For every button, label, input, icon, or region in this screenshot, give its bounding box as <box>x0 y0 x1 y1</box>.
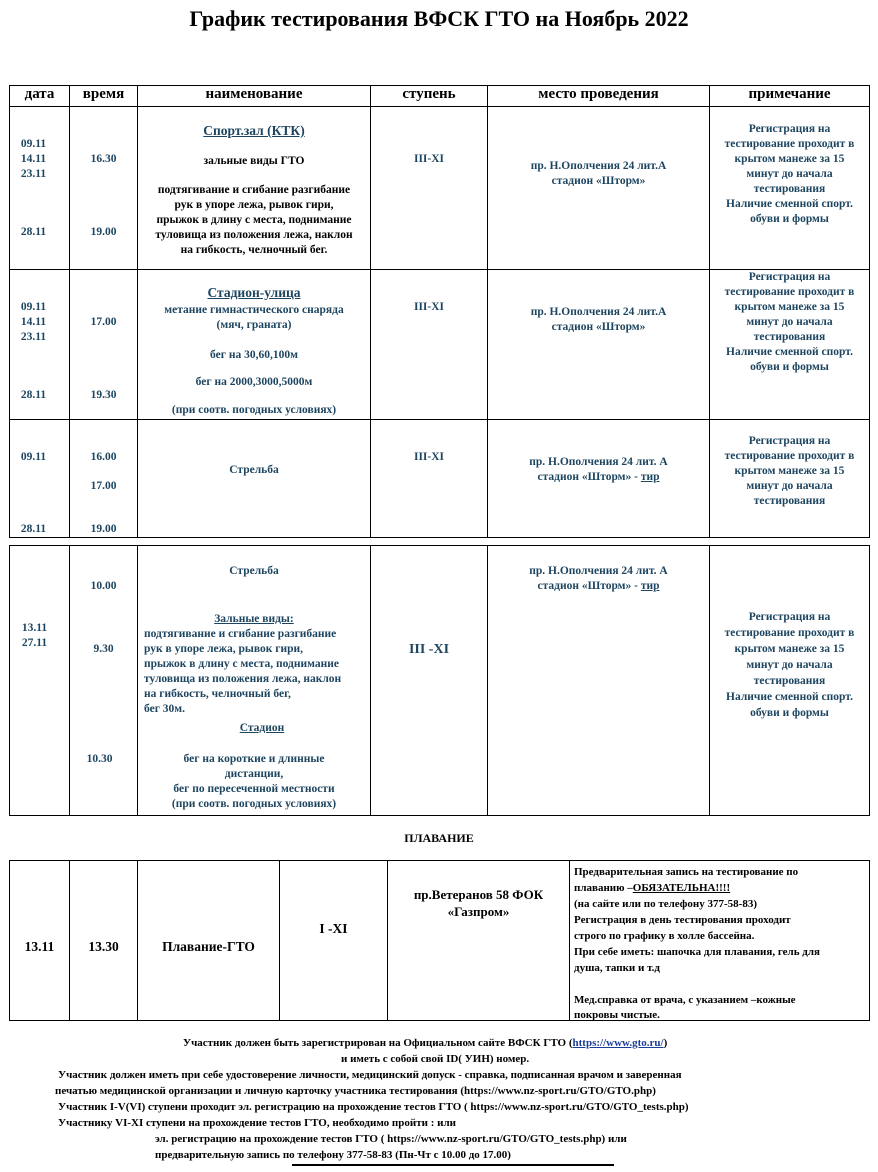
schedule-table-2 <box>9 545 870 816</box>
swim-note-line: Мед.справка от врача, с указанием –кожные <box>574 994 796 1006</box>
footer-text: ) <box>663 1037 668 1049</box>
footer-line-2: и иметь с собой свой ID( УИН) номер. <box>341 1053 530 1065</box>
row2-note-line: тестирование проходит в <box>724 286 855 298</box>
swim-heading: ПЛАВАНИЕ <box>404 831 474 845</box>
swim-place: пр.Ветеранов 58 ФОК <box>413 887 544 902</box>
row4-name2-line: на гибкость, челночный бег, <box>144 688 291 700</box>
row4-name3-line: (при соотв. погодных условиях) <box>171 798 337 810</box>
row4-name2-line: прыжок в длину с места, поднимание <box>144 658 339 670</box>
row3-time: 19.00 <box>90 523 117 535</box>
swim-note-line: При себе иметь: шапочка для плавания, гель для <box>574 946 820 958</box>
footer-line-6: Участнику VI-XI ступени на прохождение тестов ГТО, необходимо пройти : или <box>58 1117 456 1129</box>
row1-date: 14.11 <box>20 153 47 165</box>
row2-place: стадион «Шторм» <box>551 321 646 333</box>
row2-name-line: бег на 30,60,100м <box>210 349 298 361</box>
swim-name: Плавание-ГТО <box>162 939 255 954</box>
row2-name-line: (мяч, граната) <box>216 319 292 331</box>
row1-date-last: 28.11 <box>20 226 47 238</box>
row4-note-line: крытом манеже за 15 <box>734 643 845 655</box>
row1-level: III-XI <box>413 153 445 165</box>
row1-note-line: Регистрация на <box>748 123 831 135</box>
swim-note-required: ОБЯЗАТЕЛЬНА!!!! <box>632 882 731 894</box>
page-title: График тестирования ВФСК ГТО на Ноябрь 2022 <box>189 6 689 31</box>
row4-place: стадион «Шторм» - <box>537 580 638 592</box>
row1-note-line: тестирования <box>753 183 826 195</box>
row1-date: 23.11 <box>20 168 47 180</box>
row2-date-last: 28.11 <box>20 389 47 401</box>
table-row <box>10 270 870 420</box>
row2-level: III-XI <box>413 301 445 313</box>
swim-note-line: плаванию – <box>574 882 633 894</box>
row3-name: Стрельба <box>229 464 279 476</box>
footer-line-1 <box>183 1037 667 1049</box>
gto-link[interactable]: https://www.gto.ru/ <box>572 1037 664 1049</box>
header-note: примечание <box>710 86 870 107</box>
row2-time: 19.30 <box>90 389 117 401</box>
row3-place: стадион «Шторм» - <box>537 471 638 483</box>
swim-note-line: (на сайте или по телефону 377-58-83) <box>574 898 757 910</box>
row2-note-line: Регистрация на <box>748 271 831 283</box>
row2-name-line: метание гимнастического снаряда <box>164 304 344 316</box>
swim-note-line: Предварительная запись на тестирование по <box>574 866 799 878</box>
row1-name-line: рук в упоре лежа, рывок гири, <box>174 199 334 211</box>
row2-name-title: Стадион-улица <box>207 285 301 300</box>
row4-place-link[interactable]: тир <box>640 580 660 592</box>
row4-name2-line: рук в упоре лежа, рывок гири, <box>144 643 303 655</box>
row2-date: 23.11 <box>20 331 47 343</box>
header-level: ступень <box>371 86 488 107</box>
table-row <box>10 420 870 538</box>
footer-line-7: эл. регистрацию на прохождение тестов ГТО ( https://www.nz-sport.ru/GTO/GTO_tests.php) или <box>155 1133 627 1145</box>
swim-place: «Газпром» <box>447 904 510 919</box>
row1-name-sub: зальные виды ГТО <box>203 155 305 167</box>
swim-note-line: Регистрация в день тестирования проходит <box>574 914 791 926</box>
row2-place: пр. Н.Ополчения 24 лит.А <box>530 306 667 318</box>
row3-time: 16.00 <box>90 451 117 463</box>
row4-name3-line: бег по пересеченной местности <box>173 783 335 795</box>
header-time: время <box>70 86 138 107</box>
row2-note-line: Наличие сменной спорт. <box>726 346 853 358</box>
header-place: место проведения <box>488 86 710 107</box>
row4-name3-line: бег на короткие и длинные <box>183 753 325 765</box>
row2-note-line: обуви и формы <box>750 361 829 373</box>
row4-note-line: Регистрация на <box>748 611 831 623</box>
footer-line-8: предварительную запись по телефону 377-58-83 (Пн-Чт с 10.00 до 17.00) <box>155 1149 511 1161</box>
table-row <box>10 861 870 1021</box>
swim-note-line: душа, тапки и т.д <box>574 962 660 974</box>
row4-name1: Стрельба <box>229 565 279 577</box>
header-name: наименование <box>138 86 371 107</box>
row4-note-line: минут до начала <box>746 659 833 671</box>
swim-level: I -XI <box>319 921 348 936</box>
swim-table <box>9 860 870 1021</box>
footer-text: Участник должен быть зарегистрирован на Официальном сайте ВФСК ГТО ( <box>183 1037 573 1049</box>
row4-level: III -XI <box>408 642 450 657</box>
row2-date: 14.11 <box>20 316 47 328</box>
row4-note-line: тестирования <box>753 675 826 687</box>
row2-note-line: минут до начала <box>746 316 833 328</box>
row1-date: 09.11 <box>20 138 47 150</box>
row1-place: пр. Н.Ополчения 24 лит.А <box>530 160 667 172</box>
row1-name-line: подтягивание и сгибание разгибание <box>157 184 351 196</box>
footer-divider <box>292 1164 614 1166</box>
footer-line-5: Участник I-V(VI) ступени проходит эл. регистрацию на прохождение тестов ГТО ( https://www.nz-sport.ru/GTO/GTO_tests.php) <box>58 1101 689 1113</box>
row4-note-line: тестирование проходит в <box>724 627 855 639</box>
row4-time: 10.30 <box>86 753 113 765</box>
row3-date-last: 28.11 <box>20 523 47 535</box>
row1-note-line: тестирование проходит в <box>724 138 855 150</box>
row2-note-line: тестирования <box>753 331 826 343</box>
row4-note-line: обуви и формы <box>750 707 829 719</box>
row3-note-line: минут до начала <box>746 480 833 492</box>
footer-line-4: печатью медицинской организации и личную карточку участника тестирования (https://www.nz-sport.ru/GTO/GTO.php) <box>55 1085 656 1097</box>
row1-time: 16.30 <box>90 153 117 165</box>
row1-note-line: обуви и формы <box>750 213 829 225</box>
row2-name-line: (при соотв. погодных условиях) <box>171 404 337 416</box>
row4-name2-line: туловища из положения лежа, наклон <box>144 673 342 685</box>
row2-date: 09.11 <box>20 301 47 313</box>
row3-date: 09.11 <box>20 451 47 463</box>
row3-note-line: тестирования <box>753 495 826 507</box>
swim-note-line: строго по графику в холле бассейна. <box>574 930 755 942</box>
row3-note-line: крытом манеже за 15 <box>734 465 845 477</box>
schedule-table <box>9 85 870 538</box>
footer-line-3: Участник должен иметь при себе удостоверение личности, медицинский допуск - справка, подписанная врачом и заверенная <box>58 1069 682 1081</box>
row1-name-line: на гибкость, челночный бег. <box>180 244 328 256</box>
header-date: дата <box>10 86 70 107</box>
row1-note-line: минут до начала <box>746 168 833 180</box>
row3-note-line: Регистрация на <box>748 435 831 447</box>
row2-name-line: бег на 2000,3000,5000м <box>195 376 313 388</box>
row4-name3-title: Стадион <box>239 722 285 734</box>
row3-place-link[interactable]: тир <box>640 471 660 483</box>
row2-note-line: крытом манеже за 15 <box>734 301 845 313</box>
row4-name3-line: дистанции, <box>224 768 284 780</box>
row4-place: пр. Н.Ополчения 24 лит. А <box>529 565 668 577</box>
row4-name2-line: бег 30м. <box>144 703 186 715</box>
row4-name2-title: Зальные виды: <box>214 613 294 625</box>
row1-note-line: крытом манеже за 15 <box>734 153 845 165</box>
row4-name2-line: подтягивание и сгибание разгибание <box>144 628 337 640</box>
row4-date: 13.11 <box>21 622 48 634</box>
row4-time: 10.00 <box>90 580 117 592</box>
row1-place: стадион «Шторм» <box>551 175 646 187</box>
row4-time: 9.30 <box>93 643 114 655</box>
swim-date: 13.11 <box>24 939 55 954</box>
row1-time: 19.00 <box>90 226 117 238</box>
row1-name-title: Спорт.зал (КТК) <box>203 123 305 138</box>
row1-name-line: прыжок в длину с места, поднимание <box>156 214 352 226</box>
row3-time: 17.00 <box>90 480 117 492</box>
swim-time: 13.30 <box>88 939 119 954</box>
row3-level: III-XI <box>413 451 445 463</box>
row4-note-line: Наличие сменной спорт. <box>726 691 853 703</box>
row3-note-line: тестирование проходит в <box>724 450 855 462</box>
swim-note-line: покровы чистые. <box>574 1009 660 1021</box>
row1-note-line: Наличие сменной спорт. <box>726 198 853 210</box>
row3-place: пр. Н.Ополчения 24 лит. А <box>529 456 668 468</box>
table-header-row <box>10 86 870 107</box>
row1-name-line: туловища из положения лежа, наклон <box>155 229 353 241</box>
row2-time: 17.00 <box>90 316 117 328</box>
row4-date: 27.11 <box>21 637 48 649</box>
table-row <box>10 546 870 816</box>
table-row <box>10 107 870 270</box>
